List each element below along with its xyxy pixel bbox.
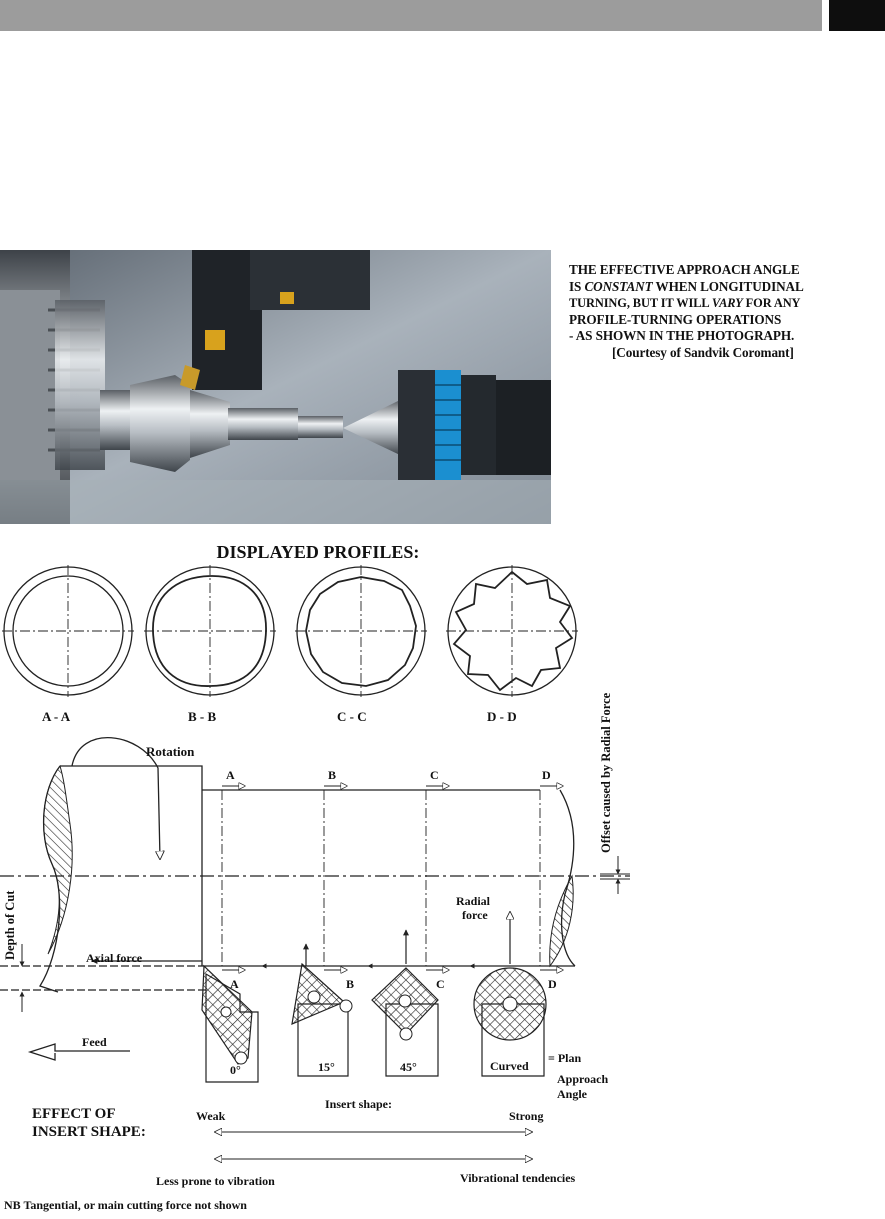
vibrational-label: Vibrational tendencies xyxy=(460,1171,576,1185)
profile-label-a: A - A xyxy=(42,709,71,724)
caption-line-4: PROFILE-TURNING OPERATIONS xyxy=(569,311,782,327)
profile-label-c: C - C xyxy=(337,709,367,724)
profiles-title: DISPLAYED PROFILES: xyxy=(216,542,420,562)
effect-title-1: EFFECT OF xyxy=(32,1106,116,1122)
caption-credit: [Courtesy of Sandvik Coromant] xyxy=(612,344,794,360)
insert-shape-diagram xyxy=(0,534,640,1214)
turning-photograph xyxy=(0,250,551,524)
angle-label-0: 0° xyxy=(230,1063,241,1077)
plan-label-3: Angle xyxy=(557,1087,587,1101)
section-letter-c-bottom: C xyxy=(436,977,445,991)
profile-label-b: B - B xyxy=(188,709,217,724)
section-letter-a-bottom: A xyxy=(230,977,239,991)
page-number-tab xyxy=(829,0,885,31)
footnote: NB Tangential, or main cutting force not shown xyxy=(4,1198,247,1212)
radial-force-label-2: force xyxy=(462,908,488,922)
section-letter-d-bottom: D xyxy=(548,977,557,991)
depth-of-cut-label: Depth of Cut xyxy=(3,890,17,960)
feed-label: Feed xyxy=(82,1035,107,1049)
section-letter-a-top: A xyxy=(226,768,235,782)
profile-label-d: D - D xyxy=(487,709,517,724)
weak-label: Weak xyxy=(196,1109,226,1123)
section-letter-d-top: D xyxy=(542,768,551,782)
caption-line-5: - AS SHOWN IN THE PHOTOGRAPH. xyxy=(569,328,795,343)
less-prone-label: Less prone to vibration xyxy=(156,1174,275,1188)
header-bar xyxy=(0,0,822,31)
caption-line-3: TURNING, BUT IT WILL VARY FOR ANY xyxy=(569,296,801,310)
rotation-label: Rotation xyxy=(146,744,195,759)
offset-label: Offset caused by Radial Force xyxy=(599,692,613,853)
section-letter-b-top: B xyxy=(328,768,337,782)
angle-label-curved: Curved xyxy=(490,1059,529,1073)
effect-title-2: INSERT SHAPE: xyxy=(32,1124,146,1140)
plan-label-1: = Plan xyxy=(548,1051,582,1065)
caption-line-1: THE EFFECTIVE APPROACH ANGLE xyxy=(569,262,800,277)
angle-label-45: 45° xyxy=(400,1060,417,1074)
caption-line-2: IS CONSTANT WHEN LONGITUDINAL xyxy=(569,278,804,294)
section-letter-c-top: C xyxy=(430,768,439,782)
plan-label-2: Approach xyxy=(557,1072,609,1086)
strong-label: Strong xyxy=(509,1109,544,1123)
angle-label-15: 15° xyxy=(318,1060,335,1074)
axial-force-label: Axial force xyxy=(86,951,143,965)
insert-shape-label: Insert shape: xyxy=(325,1097,393,1111)
photo-caption xyxy=(569,262,885,361)
radial-force-label-1: Radial xyxy=(456,894,491,908)
section-letter-b-bottom: B xyxy=(346,977,355,991)
